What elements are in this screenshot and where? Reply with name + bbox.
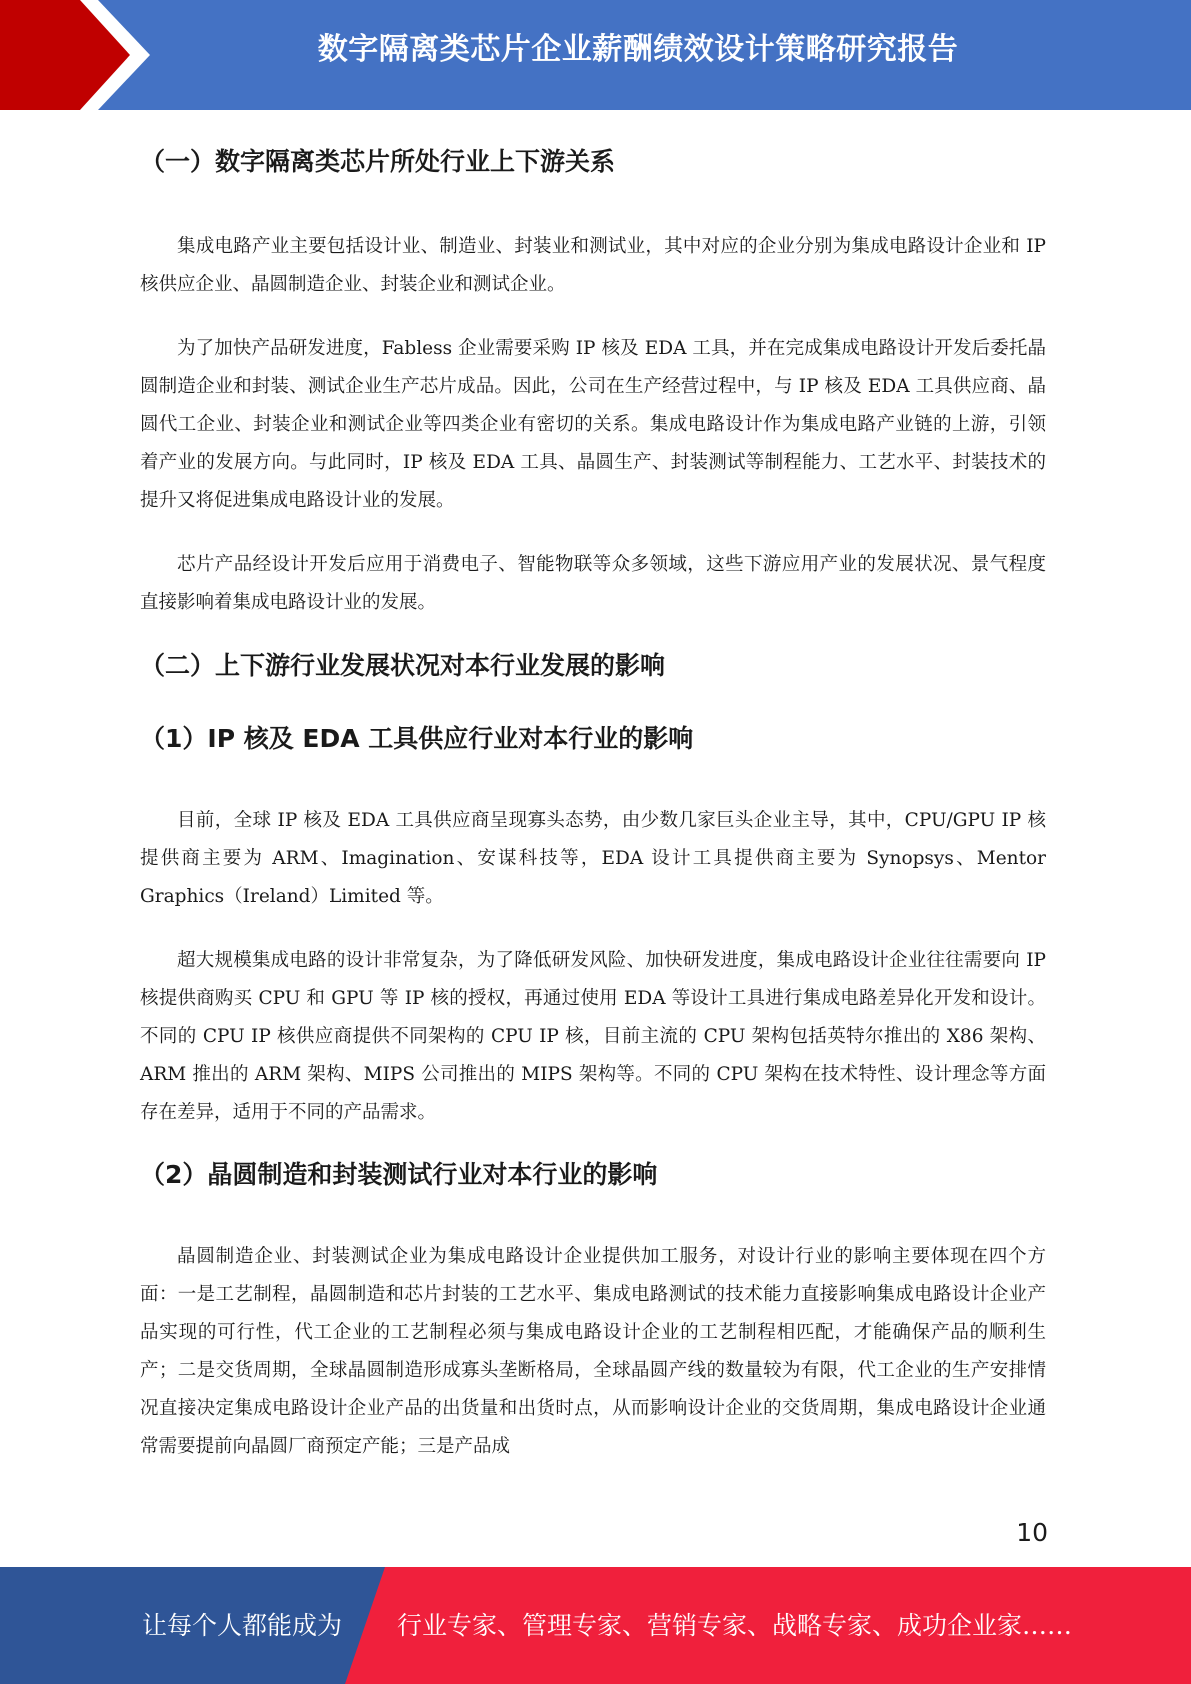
paragraph: 晶圆制造企业、封装测试企业为集成电路设计企业提供加工服务，对设计行业的影响主要体现在四个方面：一是工艺制程，晶圆制造和芯片封装的工艺水平、集成电路测试的技术能力直接影响集成电路设计企业产品实现的可行性，代工企业的工艺制程必须与集成电路设计企业的工艺制程相匹配，才能确保产品的顺利生产；二是交货周期，全球晶圆制造形成寡头垄断格局，全球晶圆产线的数量较为有限，代工企业的生产安排情况直接决定集成电路设计企业产品的出货量和出货时点，从而影响设计企业的交货周期，集成电路设计企业通常需要提前向晶圆厂商预定产能；三是产品成 (140, 1246, 1046, 1457)
section-heading-1: （一）数字隔离类芯片所处行业上下游关系 (140, 147, 616, 176)
section-heading-2: （二）上下游行业发展状况对本行业发展的影响 (140, 651, 666, 680)
subsection-heading-2: （2）晶圆制造和封装测试行业对本行业的影响 (140, 1160, 658, 1189)
footer-slogan-left: 让每个人都能成为 (142, 1611, 343, 1640)
footer-banner (0, 1567, 1191, 1684)
document-body (140, 118, 1046, 1466)
paragraph: 超大规模集成电路的设计非常复杂，为了降低研发风险、加快研发进度，集成电路设计企业往往需要向 IP 核提供商购买 CPU 和 GPU 等 IP 核的授权，再通过使用 EDA 等设计工具进行集成电路差异化开发和设计。不同的 CPU IP 核供应商提供不同架构的 CPU IP 核，目前主流的 CPU 架构包括英特尔推出的 X86 架构、ARM 推出的 ARM 架构、MIPS 公司推出的 MIPS 架构等。不同的 CPU 架构在技术特性、设计理念等方面存在差异，适用于不同的产品需求。 (140, 950, 1046, 1123)
paragraph: 为了加快产品研发进度，Fabless 企业需要采购 IP 核及 EDA 工具，并在完成集成电路设计开发后委托晶圆制造企业和封装、测试企业生产芯片成品。因此，公司在生产经营过程中，与 IP 核及 EDA 工具供应商、晶圆代工企业、封装企业和测试企业等四类企业有密切的关系。集成电路设计作为集成电路产业链的上游，引领着产业的发展方向。与此同时，IP 核及 EDA 工具、晶圆生产、封装测试等制程能力、工艺水平、封装技术的提升又将促进集成电路设计业的发展。 (140, 338, 1046, 511)
paragraph: 目前，全球 IP 核及 EDA 工具供应商呈现寡头态势，由少数几家巨头企业主导，其中，CPU/GPU IP 核提供商主要为 ARM、Imagination、安谋科技等，EDA 设计工具提供商主要为 Synopsys、Mentor Graphics（Ireland）Limited 等。 (140, 810, 1046, 907)
paragraph: 芯片产品经设计开发后应用于消费电子、智能物联等众多领域，这些下游应用产业的发展状况、景气程度直接影响着集成电路设计业的发展。 (140, 554, 1046, 613)
header-banner (0, 0, 1191, 110)
page-number: 10 (1016, 1518, 1048, 1547)
paragraph: 集成电路产业主要包括设计业、制造业、封装业和测试业，其中对应的企业分别为集成电路设计企业和 IP 核供应企业、晶圆制造企业、封装企业和测试企业。 (140, 236, 1046, 295)
report-title: 数字隔离类芯片企业薪酬绩效设计策略研究报告 (317, 32, 959, 67)
red-chevron-icon (0, 0, 160, 110)
footer-slogan-right: 行业专家、管理专家、营销专家、战略专家、成功企业家…… (397, 1611, 1073, 1640)
subsection-heading-1: （1）IP 核及 EDA 工具供应行业对本行业的影响 (140, 724, 694, 753)
